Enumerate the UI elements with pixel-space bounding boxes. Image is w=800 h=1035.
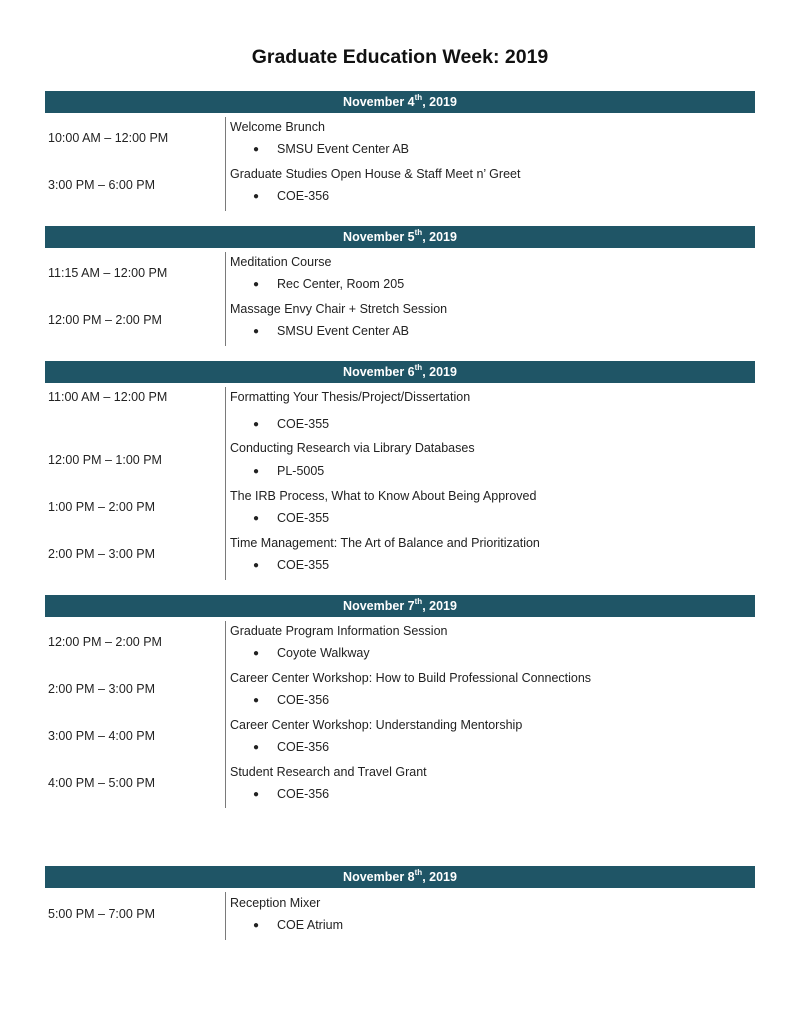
- day-header-day: 8: [407, 870, 415, 884]
- event-title: Meditation Course: [230, 255, 332, 269]
- bullet-icon: ●: [253, 648, 260, 659]
- bullet-icon: ●: [253, 279, 260, 290]
- day-header: [45, 361, 755, 383]
- event-time: 11:15 AM – 12:00 PM: [48, 266, 168, 280]
- column-divider: [225, 252, 226, 346]
- event-title: Career Center Workshop: Understanding Mentorship: [230, 718, 523, 732]
- bullet-icon: ●: [253, 144, 260, 155]
- day-header-month: November: [343, 599, 405, 613]
- event-time: 11:00 AM – 12:00 PM: [48, 390, 168, 404]
- day-header-suffix: th: [414, 867, 423, 877]
- event-location: COE-355: [277, 417, 330, 431]
- day-header-suffix: th: [414, 362, 423, 372]
- event-title: Graduate Studies Open House & Staff Meet n’ Greet: [230, 167, 521, 181]
- event-time: 5:00 PM – 7:00 PM: [48, 907, 156, 921]
- day-header-year: , 2019: [422, 95, 457, 109]
- event-title: Reception Mixer: [230, 896, 321, 910]
- day-header-day: 5: [407, 230, 415, 244]
- bullet-icon: ●: [253, 695, 260, 706]
- column-divider: [225, 621, 226, 808]
- bullet-icon: ●: [253, 326, 260, 337]
- event-title: Formatting Your Thesis/Project/Dissertation: [230, 390, 471, 404]
- day-header-suffix: th: [414, 92, 423, 102]
- bullet-icon: ●: [253, 560, 260, 571]
- bullet-icon: ●: [253, 513, 260, 524]
- day-header-month: November: [343, 870, 405, 884]
- event-time: 3:00 PM – 4:00 PM: [48, 729, 156, 743]
- event-title: Welcome Brunch: [230, 120, 325, 134]
- event-title: Massage Envy Chair + Stretch Session: [230, 302, 448, 316]
- event-title: Career Center Workshop: How to Build Professional Connections: [230, 671, 592, 685]
- day-header-year: , 2019: [422, 365, 457, 379]
- event-location: COE-356: [277, 693, 330, 707]
- day-header-month: November: [343, 95, 405, 109]
- day-header-year: , 2019: [422, 870, 457, 884]
- event-location: COE-355: [277, 511, 330, 525]
- event-time: 3:00 PM – 6:00 PM: [48, 178, 156, 192]
- event-location: COE Atrium: [277, 918, 343, 932]
- day-header: [45, 595, 755, 617]
- day-header-year: , 2019: [422, 230, 457, 244]
- event-time: 1:00 PM – 2:00 PM: [48, 500, 156, 514]
- bullet-icon: ●: [253, 742, 260, 753]
- event-title: Time Management: The Art of Balance and Prioritization: [230, 536, 540, 550]
- column-divider: [225, 387, 226, 580]
- day-header-year: , 2019: [422, 599, 457, 613]
- day-header-day: 6: [407, 365, 415, 379]
- day-header-suffix: th: [414, 596, 423, 606]
- day-header-month: November: [343, 230, 405, 244]
- day-header-day: 7: [407, 599, 415, 613]
- bullet-icon: ●: [253, 466, 260, 477]
- event-location: SMSU Event Center AB: [277, 142, 410, 156]
- column-divider: [225, 892, 226, 940]
- page-title: Graduate Education Week: 2019: [251, 46, 549, 68]
- day-header: [45, 91, 755, 113]
- bullet-icon: ●: [253, 920, 260, 931]
- event-time: 10:00 AM – 12:00 PM: [48, 131, 169, 145]
- event-location: COE-356: [277, 787, 330, 801]
- column-divider: [225, 117, 226, 211]
- day-header: [45, 866, 755, 888]
- bullet-icon: ●: [253, 191, 260, 202]
- event-time: 12:00 PM – 2:00 PM: [48, 635, 162, 649]
- event-location: Rec Center, Room 205: [277, 277, 405, 291]
- event-time: 2:00 PM – 3:00 PM: [48, 547, 156, 561]
- event-time: 2:00 PM – 3:00 PM: [48, 682, 156, 696]
- event-time: 12:00 PM – 2:00 PM: [48, 313, 162, 327]
- bullet-icon: ●: [253, 789, 260, 800]
- event-time: 12:00 PM – 1:00 PM: [48, 453, 162, 467]
- event-title: Graduate Program Information Session: [230, 624, 448, 638]
- bullet-icon: ●: [253, 419, 260, 430]
- event-location: PL-5005: [277, 464, 325, 478]
- day-header-month: November: [343, 365, 405, 379]
- event-location: COE-356: [277, 189, 330, 203]
- event-location: SMSU Event Center AB: [277, 324, 410, 338]
- event-location: Coyote Walkway: [277, 646, 370, 660]
- event-location: COE-356: [277, 740, 330, 754]
- day-header-suffix: th: [414, 227, 423, 237]
- day-header: [45, 226, 755, 248]
- event-title: Conducting Research via Library Databases: [230, 441, 475, 455]
- event-location: COE-355: [277, 558, 330, 572]
- event-time: 4:00 PM – 5:00 PM: [48, 776, 156, 790]
- event-title: Student Research and Travel Grant: [230, 765, 427, 779]
- event-title: The IRB Process, What to Know About Being Approved: [230, 489, 537, 503]
- day-header-day: 4: [407, 95, 415, 109]
